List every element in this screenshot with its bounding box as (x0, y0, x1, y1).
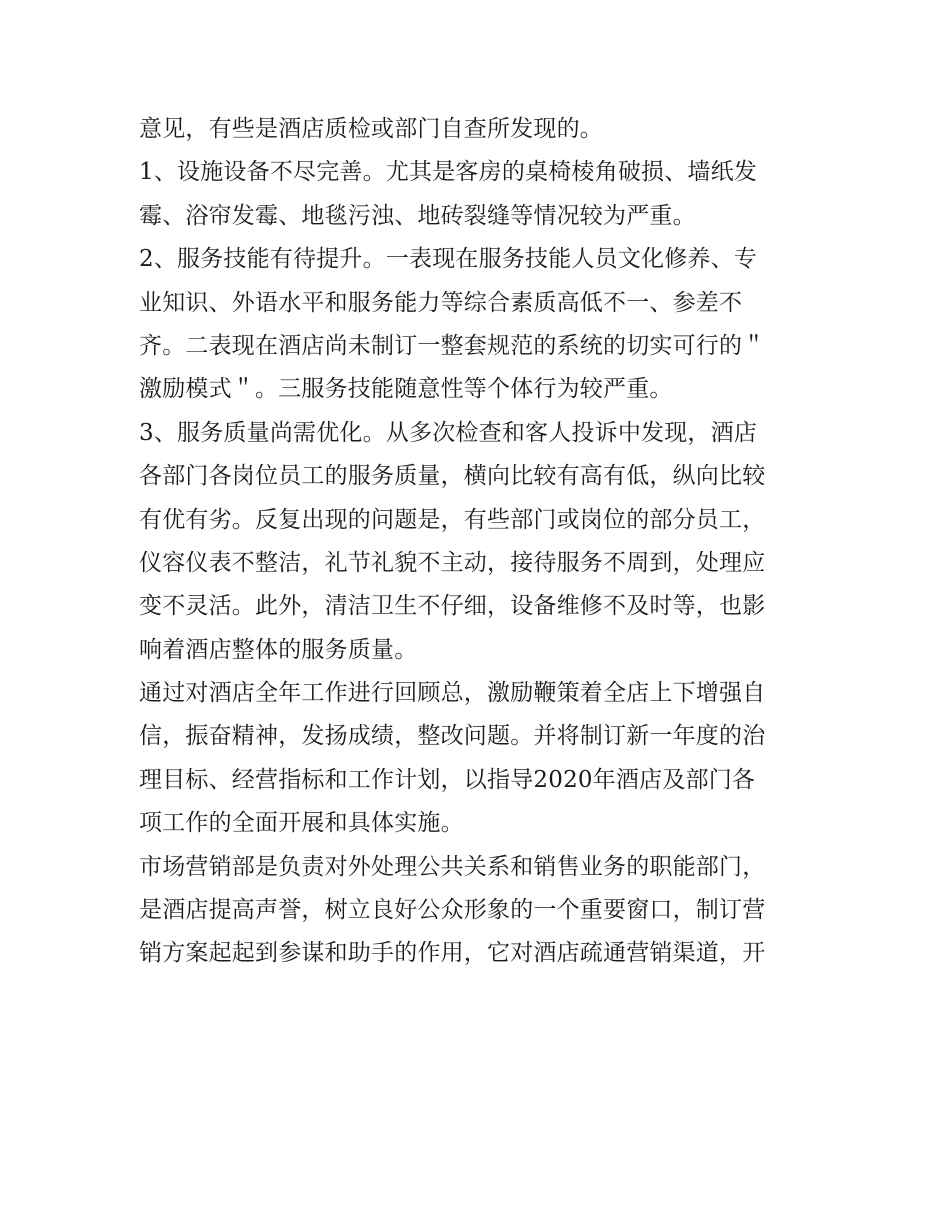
text-line: 仪容仪表不整洁，礼节礼貌不主动，接待服务不周到，处理应 (139, 549, 766, 576)
text-line: 2、服务技能有待提升。一表现在服务技能人员文化修养、专 (139, 246, 758, 273)
text-line: 是酒店提高声誉，树立良好公众形象的一个重要窗口，制订营 (139, 897, 766, 924)
text-line: 各部门各岗位员工的服务质量，横向比较有高有低，纵向比较 (139, 463, 766, 490)
text-line: 齐。二表现在酒店尚未制订一整套规范的系统的切实可行的＂ (139, 332, 766, 359)
text-line: 响着酒店整体的服务质量。 (139, 636, 418, 663)
text-line: 霉、浴帘发霉、地毯污浊、地砖裂缝等情况较为严重。 (139, 202, 696, 229)
text-line: 激励模式＂。三服务技能随意性等个体行为较严重。 (139, 376, 673, 403)
text-line: 有优有劣。反复出现的问题是，有些部门或岗位的部分员工， (139, 506, 766, 533)
body-text (139, 108, 819, 976)
text-line: 3、服务质量尚需优化。从多次检查和客人投诉中发现，酒店 (139, 419, 758, 446)
text-line: 1、设施设备不尽完善。尤其是客房的桌椅棱角破损、墙纸发 (139, 159, 758, 186)
text-line: 项工作的全面开展和具体实施。 (139, 810, 464, 837)
text-line: 通过对酒店全年工作进行回顾总，激励鞭策着全店上下增强自 (139, 680, 766, 707)
text-line: 业知识、外语水平和服务能力等综合素质高低不一、参差不 (139, 289, 743, 316)
text-line: 变不灵活。此外，清洁卫生不仔细，设备维修不及时等，也影 (139, 593, 766, 620)
text-line: 市场营销部是负责对外处理公共关系和销售业务的职能部门， (139, 853, 766, 880)
text-line: 理目标、经营指标和工作计划，以指导2020年酒店及部门各 (139, 766, 756, 793)
text-line: 销方案起起到参谋和助手的作用，它对酒店疏通营销渠道，开 (139, 940, 766, 967)
text-line: 信，振奋精神，发扬成绩，整改问题。并将制订新一年度的治 (139, 723, 766, 750)
text-line: 意见，有些是酒店质检或部门自查所发现的。 (139, 116, 603, 142)
